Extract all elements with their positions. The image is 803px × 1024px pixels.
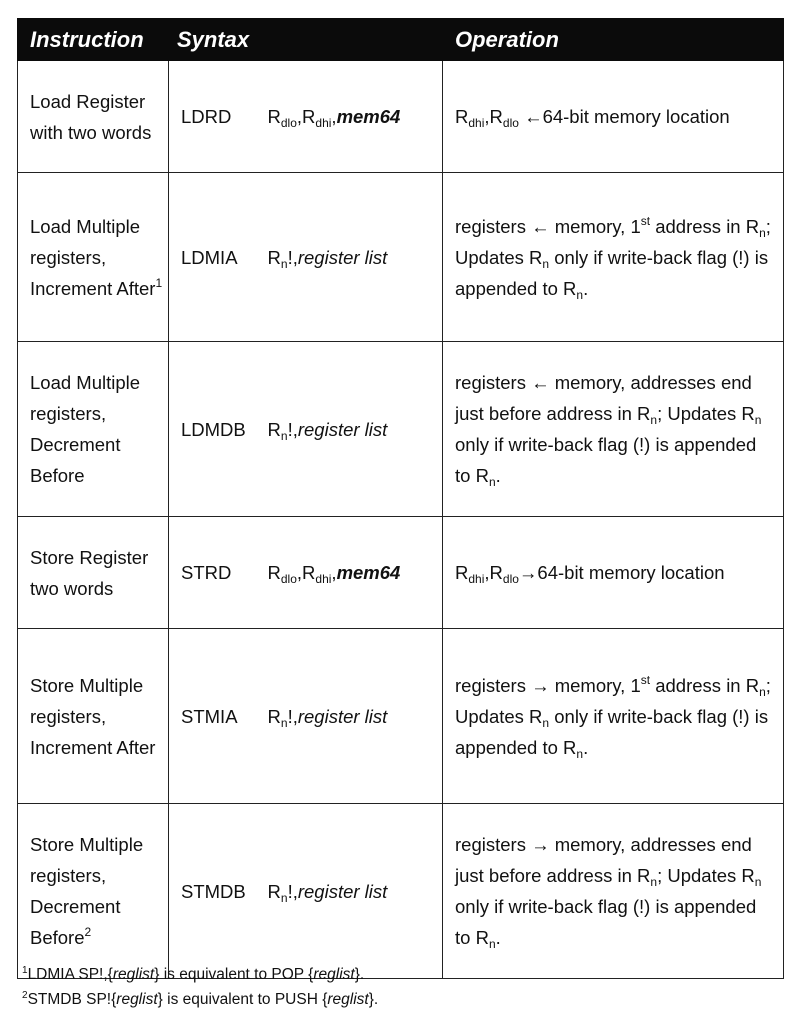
header-syntax: Syntax (169, 19, 443, 61)
mnemonic: STMDB (169, 804, 260, 979)
instruction-name: Store Register two words (18, 517, 169, 629)
mnemonic: LDMDB (169, 342, 260, 517)
left-arrow-icon: ← (531, 215, 550, 237)
instruction-name: Load Multiple registers, Increment After$^1$ (18, 173, 169, 342)
instruction-name: Load Multiple registers, Decrement Before (18, 342, 169, 517)
left-arrow-icon: ← (531, 372, 550, 393)
operands: $R_{dlo},R_{dhi},mem64$ (260, 517, 443, 629)
mnemonic: STMIA (169, 629, 260, 804)
header-row (18, 19, 784, 61)
operands: $R_{dlo},R_{dhi},mem64$ (260, 61, 443, 173)
footnotes (22, 962, 378, 1012)
operands: $R_n!,register$ list (260, 342, 443, 517)
table-row (18, 342, 784, 517)
mnemonic: STRD (169, 517, 260, 629)
header-operation: Operation (443, 19, 784, 61)
operation: registers ← memory, addresses end just before address in $R_n$; Updates $R_n$ only if write-back flag (!) is appended to $R_n$. (443, 342, 784, 517)
table-row (18, 804, 784, 979)
right-arrow-icon: → (518, 562, 538, 583)
table-row (18, 61, 784, 173)
footnote: $^1$LDMIA SP!,{reglist} is equivalent to POP {reglist}. (22, 965, 365, 983)
operation: $R_{dhi},R_{dlo}$ ←64-bit memory location (443, 61, 784, 173)
operands: $R_n!,register$ list (260, 804, 443, 979)
operation: registers ← memory, 1st address in $R_n$; Updates $R_n$ only if write-back flag (!) is appended to $R_n$. (443, 173, 784, 342)
footnote-ref: 1 (155, 275, 163, 290)
operands: $R_n!,register$ list (260, 173, 443, 342)
right-arrow-icon: → (531, 674, 550, 696)
left-arrow-icon: ← (524, 106, 543, 127)
operands: $R_n!,register$ list (260, 629, 443, 804)
instruction-name: Store Multiple registers, Decrement Before$^2$ (18, 804, 169, 979)
table-row (18, 173, 784, 342)
header-instruction: Instruction (18, 19, 169, 61)
operation: registers → memory, addresses end just before address in $R_n$; Updates $R_n$ only if write-back flag (!) is appended to $R_n$. (443, 804, 784, 979)
instruction-table (17, 18, 784, 979)
right-arrow-icon: → (531, 834, 550, 855)
mnemonic: LDMIA (169, 173, 260, 342)
mnemonic: LDRD (169, 61, 260, 173)
instruction-name: Store Multiple registers, Increment After (18, 629, 169, 804)
operation: $R_{dhi},R_{dlo}\to 64$-bit memory location (443, 517, 784, 629)
footnote-ref: 2 (84, 925, 92, 939)
operation: registers → memory, 1st address in $R_n$; Updates $R_n$ only if write-back flag (!) is appended to $R_n$. (443, 629, 784, 804)
footnote: $^2$STMDB SP!{reglist} is equivalent to PUSH {reglist}. (22, 990, 379, 1008)
table-row (18, 629, 784, 804)
table-row (18, 517, 784, 629)
instruction-name: Load Register with two words (18, 61, 169, 173)
